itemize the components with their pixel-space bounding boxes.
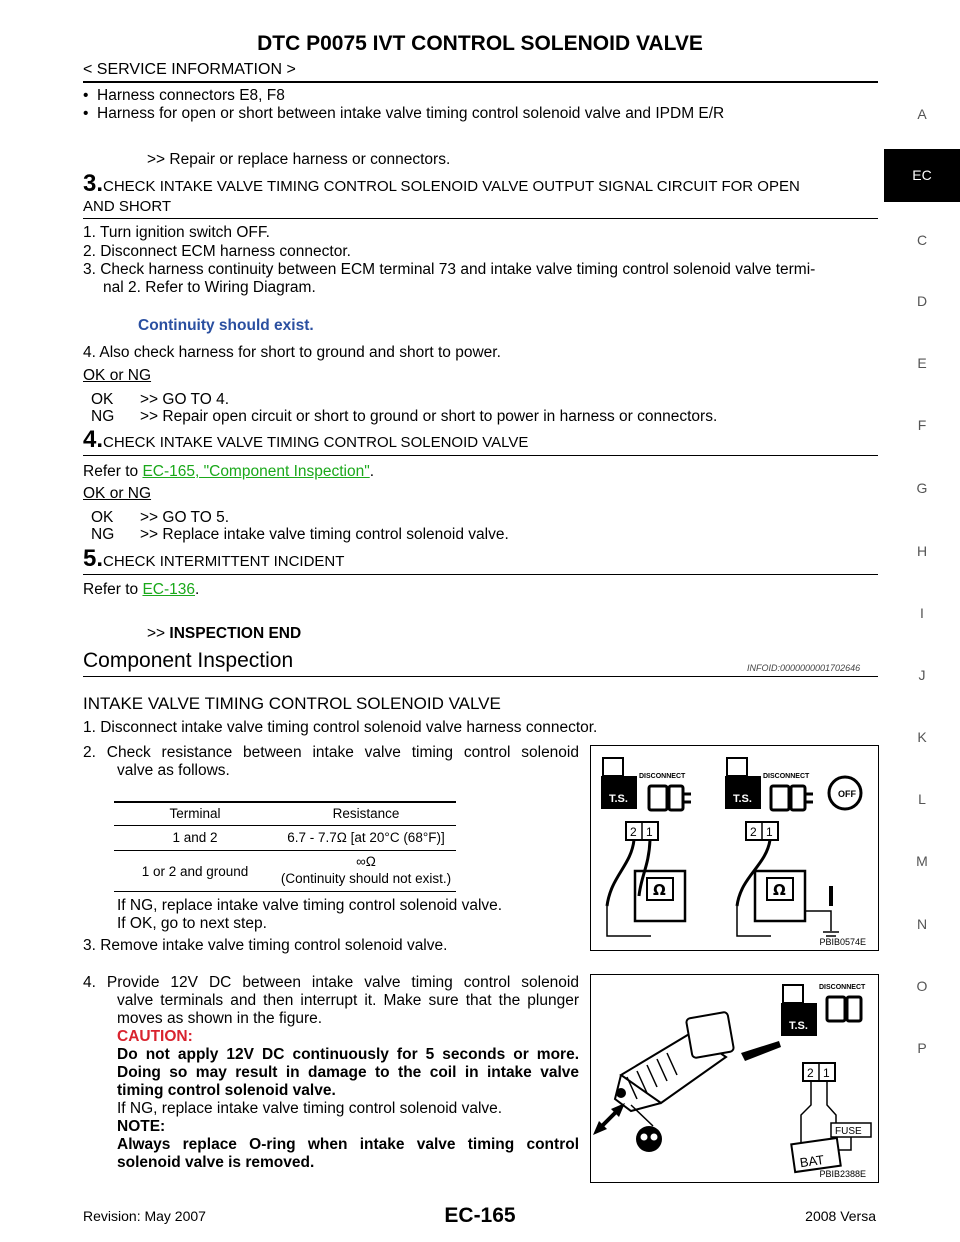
action-text: >> Repair or replace harness or connectors. (147, 151, 451, 168)
result-text: If NG, replace intake valve timing control solenoid valve. (117, 1100, 503, 1117)
caution-label: CAUTION: (117, 1028, 193, 1045)
caution-text: Doing so may result in damage to the coil in intake valve (117, 1064, 579, 1081)
side-tab-f[interactable]: F (917, 417, 927, 433)
connector-icon (827, 997, 861, 1021)
list-item: 1. Disconnect intake valve timing control solenoid valve harness connector. (83, 719, 598, 736)
step-rule (83, 455, 878, 456)
link-ec-136[interactable]: EC-136 (142, 581, 196, 598)
list-item-cont: nal 2. Refer to Wiring Diagram. (103, 279, 316, 296)
svg-text:2: 2 (807, 1066, 814, 1080)
ok-action: >> GO TO 4. (140, 391, 230, 408)
side-tab-h[interactable]: H (916, 543, 928, 559)
pointer-arrow-icon (741, 1041, 781, 1061)
link-component-inspection[interactable]: EC-165, "Component Inspection" (142, 463, 370, 480)
ohmmeter-icon (755, 871, 805, 921)
table-header-terminal: Terminal (169, 806, 221, 821)
svg-text:T.S.: T.S. (789, 1020, 808, 1032)
result-text: If OK, go to next step. (117, 915, 267, 932)
solenoid-valve-illustration (615, 1012, 734, 1111)
side-tab-g[interactable]: G (916, 480, 928, 496)
list-item: 1. Turn ignition switch OFF. (83, 224, 270, 241)
ng-label: NG (91, 526, 115, 543)
connector-icon (771, 786, 813, 810)
inspection-end: >> INSPECTION END (147, 625, 302, 642)
ts-icon (781, 985, 817, 1036)
figure-id: PBIB2388E (819, 1169, 866, 1179)
ng-action: >> Replace intake valve timing control solenoid valve. (140, 526, 509, 543)
caution-text: timing control solenoid valve. (117, 1082, 336, 1099)
note-label: NOTE: (117, 1118, 166, 1135)
ok-action: >> GO TO 5. (140, 509, 230, 526)
figure-plunger-check (590, 974, 879, 1183)
header-rule (83, 81, 878, 83)
side-tab-e[interactable]: E (917, 355, 927, 371)
ts-icon (725, 758, 761, 809)
harness-connector (746, 822, 778, 840)
list-item: 4. Provide 12V DC between intake valve timing control solenoid (83, 974, 579, 991)
harness-connector (626, 822, 658, 840)
side-tab-m[interactable]: M (916, 853, 928, 869)
list-item: 3. Check harness continuity between ECM terminal 73 and intake valve timing control solenoid valve termi- (83, 261, 816, 278)
svg-text:1: 1 (766, 825, 773, 839)
table-cell: 6.7 - 7.7Ω [at 20°C (68°F)] (287, 830, 445, 845)
ok-label: OK (91, 509, 114, 526)
svg-text:2: 2 (630, 825, 637, 839)
svg-text:FUSE: FUSE (835, 1126, 862, 1137)
ts-icon (601, 758, 637, 809)
resistance-table (114, 801, 456, 886)
ok-ng-label: OK or NG (83, 367, 152, 384)
table-cell: ∞Ω (356, 854, 376, 869)
list-item: 2. Disconnect ECM harness connector. (83, 243, 351, 260)
step-4-heading: 4.CHECK INTAKE VALVE TIMING CONTROL SOLENOID VALVE (83, 426, 529, 453)
svg-text:OFF: OFF (838, 789, 856, 799)
eyes-icon (636, 1126, 662, 1152)
disconnect-label: DISCONNECT (819, 984, 866, 991)
list-item: • Harness connectors E8, F8 (83, 87, 285, 104)
ok-label: OK (91, 391, 114, 408)
side-tab-ec[interactable]: EC (884, 149, 960, 202)
list-item: 4. Also check harness for short to ground and short to power. (83, 344, 501, 361)
side-tab-d[interactable]: D (916, 293, 928, 309)
resistance-check-diagram (591, 746, 878, 950)
table-cell: 1 and 2 (172, 830, 218, 845)
step-rule (83, 574, 878, 575)
caution-text: Do not apply 12V DC continuously for 5 seconds or more. (117, 1046, 579, 1063)
side-tab-n[interactable]: N (916, 916, 928, 932)
subsection-title: INTAKE VALVE TIMING CONTROL SOLENOID VALVE (83, 694, 501, 713)
revision-date: Revision: May 2007 (83, 1208, 206, 1224)
table-cell: (Continuity should not exist.) (280, 871, 452, 886)
note-text: Always replace O-ring when intake valve timing control (117, 1136, 579, 1153)
fuse-icon (831, 1123, 871, 1137)
side-tab-a[interactable]: A (917, 106, 927, 122)
side-tab-p[interactable]: P (917, 1040, 927, 1056)
info-id: INFOID:0000000001702646 (747, 663, 861, 673)
svg-text:1: 1 (646, 825, 653, 839)
list-item: • Harness for open or short between intake valve timing control solenoid valve and IPDM E/R (83, 105, 725, 122)
section-rule (83, 676, 878, 677)
section-title: Component Inspection (83, 649, 294, 672)
side-tab-o[interactable]: O (916, 978, 928, 994)
ignition-off-icon (829, 777, 861, 809)
model-label: 2008 Versa (805, 1208, 876, 1224)
svg-text:Ω: Ω (773, 881, 786, 899)
ng-label: NG (91, 408, 115, 425)
side-tab-i[interactable]: I (920, 605, 924, 621)
list-item-cont: moves as shown in the figure. (117, 1010, 323, 1027)
plunger-check-diagram (591, 975, 878, 1182)
list-item-cont: valve terminals and then interrupt it. Make sure that the plunger (117, 992, 579, 1009)
list-item-cont: valve as follows. (117, 762, 230, 779)
svg-text:T.S.: T.S. (733, 793, 752, 805)
step-rule (83, 218, 878, 219)
harness-connector (803, 1063, 835, 1081)
side-tab-k[interactable]: K (917, 729, 927, 745)
ok-ng-label: OK or NG (83, 485, 152, 502)
section-label: < SERVICE INFORMATION > (83, 61, 296, 78)
table-cell: 1 or 2 and ground (141, 864, 249, 879)
side-tab-l[interactable]: L (918, 791, 926, 807)
svg-text:2: 2 (750, 825, 757, 839)
side-tab-j[interactable]: J (918, 667, 926, 683)
refer-text: Refer to EC-136. (83, 581, 200, 598)
step-5-heading: 5.CHECK INTERMITTENT INCIDENT (83, 545, 345, 572)
list-item: 2. Check resistance between intake valve timing control solenoid (83, 744, 579, 761)
note-text: solenoid valve is removed. (117, 1154, 315, 1171)
spec-note: Continuity should exist. (138, 317, 314, 334)
figure-id: PBIB0574E (819, 937, 866, 947)
disconnect-label: DISCONNECT (639, 773, 686, 780)
page-number: EC-165 (444, 1204, 516, 1227)
refer-text: Refer to EC-165, "Component Inspection". (83, 463, 375, 480)
svg-text:T.S.: T.S. (609, 793, 628, 805)
ng-action: >> Repair open circuit or short to ground or short to power in harness or connectors. (140, 408, 718, 425)
svg-text:BAT: BAT (798, 1151, 826, 1171)
battery-icon (791, 1138, 840, 1172)
svg-text:Ω: Ω (653, 881, 666, 899)
disconnect-label: DISCONNECT (763, 773, 810, 780)
connector-icon (649, 786, 691, 810)
result-text: If NG, replace intake valve timing control solenoid valve. (117, 897, 503, 914)
step-3-heading-cont: AND SHORT (83, 198, 172, 215)
svg-text:1: 1 (823, 1066, 830, 1080)
list-item: 3. Remove intake valve timing control solenoid valve. (83, 937, 448, 954)
page-title: DTC P0075 IVT CONTROL SOLENOID VALVE (257, 32, 703, 55)
table-header-resistance: Resistance (332, 806, 400, 821)
step-3-heading: 3.CHECK INTAKE VALVE TIMING CONTROL SOLENOID VALVE OUTPUT SIGNAL CIRCUIT FOR OPEN (83, 170, 800, 197)
side-tab-c[interactable]: C (916, 232, 928, 248)
movement-arrow-icon (593, 1103, 625, 1135)
figure-resistance-check (590, 745, 879, 951)
